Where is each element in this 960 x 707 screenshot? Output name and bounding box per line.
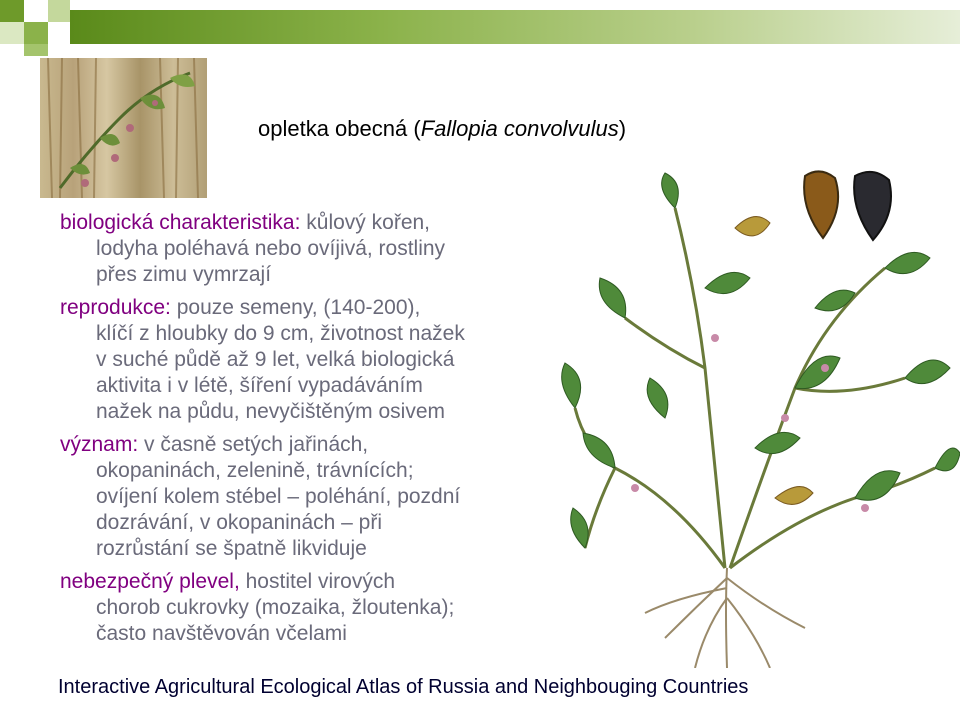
header-gradient-bar	[70, 10, 960, 44]
deco-square	[48, 0, 70, 22]
text-line: chorob cukrovky (mozaika, žloutenka);	[96, 596, 455, 619]
paragraph-biology	[60, 210, 580, 288]
paragraph-reproduction	[60, 295, 580, 425]
label-biology: biologická charakteristika:	[60, 211, 301, 234]
botanical-illustration-art	[555, 168, 960, 668]
text-line: přes zimu vymrzají	[96, 263, 272, 286]
text-line: dozrávání, v okopaninách – při	[96, 511, 383, 534]
text-line: klíčí z hloubky do 9 cm, životnost nažek	[96, 322, 465, 345]
text-line: aktivita i v létě, šíření vypadáváním	[96, 374, 423, 397]
text-line: v časně setých jařinách,	[138, 433, 369, 456]
text-line: pouze semeny, (140-200),	[170, 296, 421, 319]
page-title	[258, 116, 626, 142]
text-line: rozrůstání se špatně likviduje	[96, 537, 367, 560]
text-line: lodyha poléhavá nebo ovíjivá, rostliny	[96, 237, 446, 260]
footer-source: Interactive Agricultural Ecological Atlas of Russia and Neighbouging Countries	[58, 676, 749, 698]
deco-square	[24, 22, 48, 44]
title-common-name: opletka obecná	[258, 116, 408, 141]
description-text	[60, 210, 580, 654]
label-significance: význam:	[60, 433, 139, 456]
text-line: okopaninách, zelenině, trávnících;	[96, 459, 414, 482]
title-close-paren: )	[618, 116, 627, 141]
text-line: hostitel virových	[239, 570, 396, 593]
text-line: kůlový kořen,	[300, 211, 431, 234]
paragraph-significance	[60, 432, 580, 562]
botanical-illustration	[555, 168, 960, 668]
plant-photo	[40, 58, 207, 198]
text-line: v suché půdě až 9 let, velká biologická	[96, 348, 455, 371]
label-reproduction: reprodukce:	[60, 296, 171, 319]
deco-square	[0, 22, 24, 44]
title-latin-name: Fallopia convolvulus	[420, 116, 619, 141]
paragraph-weed	[60, 569, 580, 647]
deco-square	[0, 0, 24, 22]
title-open-paren: (	[413, 116, 421, 141]
label-weed: nebezpečný plevel,	[60, 570, 240, 593]
deco-square	[24, 44, 48, 56]
plant-photo-art	[40, 58, 207, 198]
text-line: ovíjení kolem stébel – poléhání, pozdní	[96, 485, 461, 508]
text-line: nažek na půdu, nevyčištěným osivem	[96, 400, 446, 423]
text-line: často navštěvován včelami	[96, 622, 347, 645]
